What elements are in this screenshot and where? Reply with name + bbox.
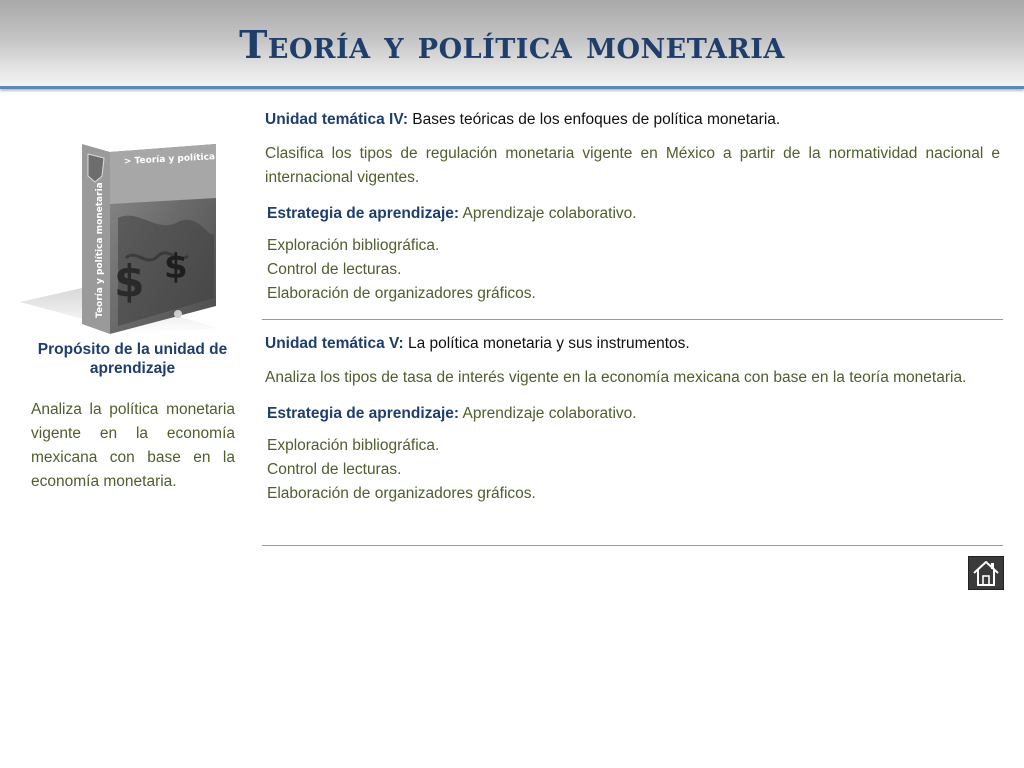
book-spine-title: Teoría y política monetaria	[95, 182, 105, 318]
unit-objective: Analiza los tipos de tasa de interés vigente en la economía mexicana con base en la teoría monetaria.	[265, 369, 967, 386]
header-bar	[0, 0, 1024, 89]
unit-heading	[265, 334, 1000, 354]
strategy-label: Estrategia de aprendizaje:	[267, 205, 460, 222]
unit-v	[265, 334, 1000, 506]
strategy-line	[267, 404, 1000, 424]
unit-title: Bases teóricas de los enfoques de política monetaria.	[412, 111, 781, 128]
strategy-value: Aprendizaje colaborativo.	[462, 205, 637, 222]
home-button[interactable]	[968, 556, 1004, 590]
home-icon	[969, 557, 1003, 589]
list-item: Control de lecturas.	[267, 461, 402, 478]
unit-heading	[265, 110, 1000, 130]
book-image	[18, 138, 271, 334]
list-item: Control de lecturas.	[267, 261, 402, 278]
list-item: Elaboración de organizadores gráficos.	[267, 285, 536, 302]
strategy-line	[267, 204, 1000, 224]
unit-objective: Clasifica los tipos de regulación monetaria vigente en México a partir de la normatividad nacional e internacional vigentes.	[265, 145, 1000, 186]
unit-iv	[265, 110, 1000, 306]
book-cover-title: > Teoría y política monetaria	[123, 149, 271, 167]
list-item: Elaboración de organizadores gráficos.	[267, 485, 536, 502]
section-divider	[262, 319, 1003, 320]
list-item: Exploración bibliográfica.	[267, 437, 440, 454]
list-item: Exploración bibliográfica.	[267, 237, 440, 254]
purpose-heading: Propósito de la unidad de aprendizaje	[37, 341, 228, 377]
unit-label: Unidad temática IV:	[265, 111, 408, 128]
svg-text:$: $	[164, 247, 188, 287]
strategy-value: Aprendizaje colaborativo.	[462, 405, 637, 422]
activity-list	[267, 234, 1000, 306]
unit-label: Unidad temática V:	[265, 335, 404, 352]
unit-title: La política monetaria y sus instrumentos.	[408, 335, 690, 352]
page-title: Teoría y política monetaria	[239, 22, 785, 67]
book-box-graphic	[18, 138, 271, 334]
svg-text:$: $	[114, 256, 145, 307]
purpose-text: Analiza la política monetaria vigente en la economía mexicana con base en la economía monetaria.	[31, 401, 235, 490]
section-divider	[262, 545, 1003, 546]
strategy-label: Estrategia de aprendizaje:	[267, 405, 460, 422]
activity-list	[267, 434, 1000, 506]
